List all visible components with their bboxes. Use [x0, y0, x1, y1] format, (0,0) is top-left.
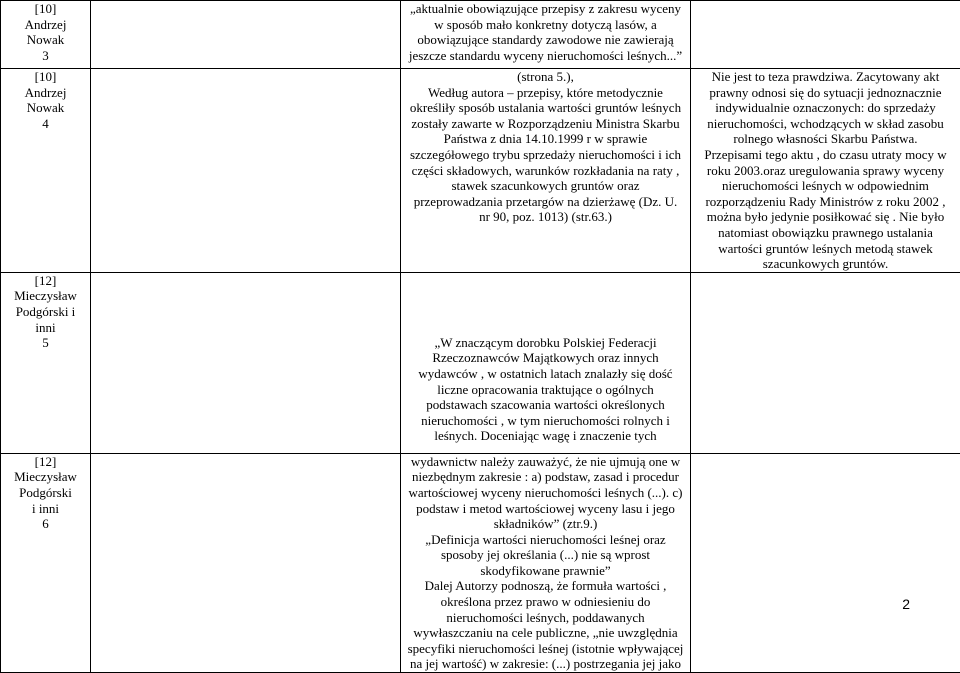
opinion-line: nieruchomości, wchodzących w skład zasobu [691, 116, 960, 132]
quote-line: obowiązujące standardy zawodowe nie zawierają [401, 32, 690, 48]
quote-line: skodyfikowane prawnie” [401, 563, 690, 579]
quote-line: nieruchomości , w tym nieruchomości rolnych i [401, 413, 690, 429]
quote-line: wydawnictw należy zauważyć, że nie ujmują one w [401, 454, 690, 470]
table-row [1, 1, 960, 69]
author-others: inni [1, 320, 90, 336]
quote-line: Państwa z dnia 14.10.1999 r w sprawie [401, 131, 690, 147]
opinion-line: rolnego własności Skarbu Państwa. [691, 131, 960, 147]
quote-line: Według autora – przepisy, które metodycznie [401, 85, 690, 101]
quote-line: wywłaszczaniu na cele publiczne, „nie uwzględnia [401, 625, 690, 641]
page-number: 2 [902, 596, 910, 612]
quote-line: „Definicja wartości nieruchomości leśnej oraz [401, 532, 690, 548]
quote-line: (strona 5.), [401, 69, 690, 85]
author-first-name: Andrzej [1, 17, 90, 33]
opinion-line: Przepisami tego aktu , do czasu utraty mocy w [691, 147, 960, 163]
author-others: i inni [1, 501, 90, 517]
author-last-name: Nowak [1, 32, 90, 48]
author-ref: [10] [1, 1, 90, 17]
spacer [401, 273, 690, 335]
quote-line: stawek szacunkowych gruntów oraz [401, 178, 690, 194]
quote-cell [401, 69, 691, 273]
quote-line: w sposób mało konkretny dotyczą lasów, a [401, 17, 690, 33]
quote-cell [401, 453, 691, 672]
quote-cell [401, 272, 691, 453]
row-number: 5 [1, 335, 90, 351]
quote-line: nr 90, poz. 1013) (str.63.) [401, 209, 690, 225]
table-row [1, 272, 960, 453]
author-first-name: Andrzej [1, 85, 90, 101]
author-cell [1, 1, 91, 69]
opinion-line: wartości gruntów leśnych metodą stawek [691, 241, 960, 257]
author-last-name: Podgórski [1, 485, 90, 501]
blank-cell [91, 453, 401, 672]
quote-cell [401, 1, 691, 69]
quote-line: nieruchomości leśnych, poddawanych [401, 610, 690, 626]
quote-line: podstawach szacowania wartości określonych [401, 397, 690, 413]
row-number: 6 [1, 516, 90, 532]
opinion-line: rozporządzeniu Rady Ministrów z roku 2002 , [691, 194, 960, 210]
quote-line: wartościowej wyceny nieruchomości leśnych (...). c) [401, 485, 690, 501]
author-last-name: Nowak [1, 100, 90, 116]
opinion-line: indywidualnie oznaczonych: do sprzedaży [691, 100, 960, 116]
author-ref: [12] [1, 273, 90, 289]
quote-line: określiły sposób ustalania wartości gruntów leśnych [401, 100, 690, 116]
quote-line: zostały zawarte w Rozporządzeniu Ministra Skarbu [401, 116, 690, 132]
quote-line: jeszcze standardu wyceny nieruchomości leśnych...” [401, 48, 690, 64]
quote-line: Dalej Autorzy podnoszą, że formuła wartości , [401, 578, 690, 594]
author-cell [1, 69, 91, 273]
author-first-name: Mieczysław [1, 469, 90, 485]
quote-line: wydawców , w ostatnich latach znalazły się dość [401, 366, 690, 382]
quote-line: podstaw i metod wartościowej wyceny lasu i jego [401, 501, 690, 517]
quote-line: leśnych. Doceniając wagę i znaczenie tych [401, 428, 690, 444]
opinion-line: Nie jest to teza prawdziwa. Zacytowany akt [691, 69, 960, 85]
author-cell [1, 272, 91, 453]
author-last-name: Podgórski i [1, 304, 90, 320]
quote-line: „aktualnie obowiązujące przepisy z zakresu wyceny [401, 1, 690, 17]
opinion-line: szacunkowych gruntów. [691, 256, 960, 272]
opinion-cell [691, 69, 960, 273]
quote-line: części składowych, warunków rozkładania na raty , [401, 163, 690, 179]
quote-line: szczegółowego trybu sprzedaży nieruchomości i ich [401, 147, 690, 163]
row-number: 3 [1, 48, 90, 64]
row-number: 4 [1, 116, 90, 132]
author-ref: [10] [1, 69, 90, 85]
author-first-name: Mieczysław [1, 288, 90, 304]
quote-line: składników” (ztr.9.) [401, 516, 690, 532]
author-ref: [12] [1, 454, 90, 470]
opinion-line: prawny odnosi się do sytuacji jednoznacznie [691, 85, 960, 101]
blank-cell [91, 69, 401, 273]
quote-line: na jej wartość) w zakresie: (...) postrzegania jej jako [401, 656, 690, 672]
opinion-line: roku 2003.oraz uregulowania sprawy wyceny [691, 163, 960, 179]
blank-cell [91, 1, 401, 69]
opinion-cell [691, 453, 960, 672]
quote-line: przeprowadzania przetargów na dzierżawę (Dz. U. [401, 194, 690, 210]
quote-line: sposoby jej określania (...) nie są wprost [401, 547, 690, 563]
quote-line: specyfiki nieruchomości leśnej (istotnie wpływającej [401, 641, 690, 657]
quote-line: niezbędnym zakresie : a) podstaw, zasad i procedur [401, 469, 690, 485]
quote-line: „W znaczącym dorobku Polskiej Federacji [401, 335, 690, 351]
quote-line: liczne opracowania traktujące o ogólnych [401, 382, 690, 398]
opinion-line: natomiast obowiązku prawnego ustalania [691, 225, 960, 241]
opinion-line: można było jedynie posiłkować się . Nie było [691, 209, 960, 225]
opinion-cell [691, 272, 960, 453]
opinion-line: nieruchomości leśnych w odpowiednim [691, 178, 960, 194]
opinion-cell [691, 1, 960, 69]
quote-line: określona przez prawo w odniesieniu do [401, 594, 690, 610]
table-row [1, 69, 960, 273]
quote-line: Rzeczoznawców Majątkowych oraz innych [401, 350, 690, 366]
author-cell [1, 453, 91, 672]
table-row [1, 453, 960, 672]
blank-cell [91, 272, 401, 453]
